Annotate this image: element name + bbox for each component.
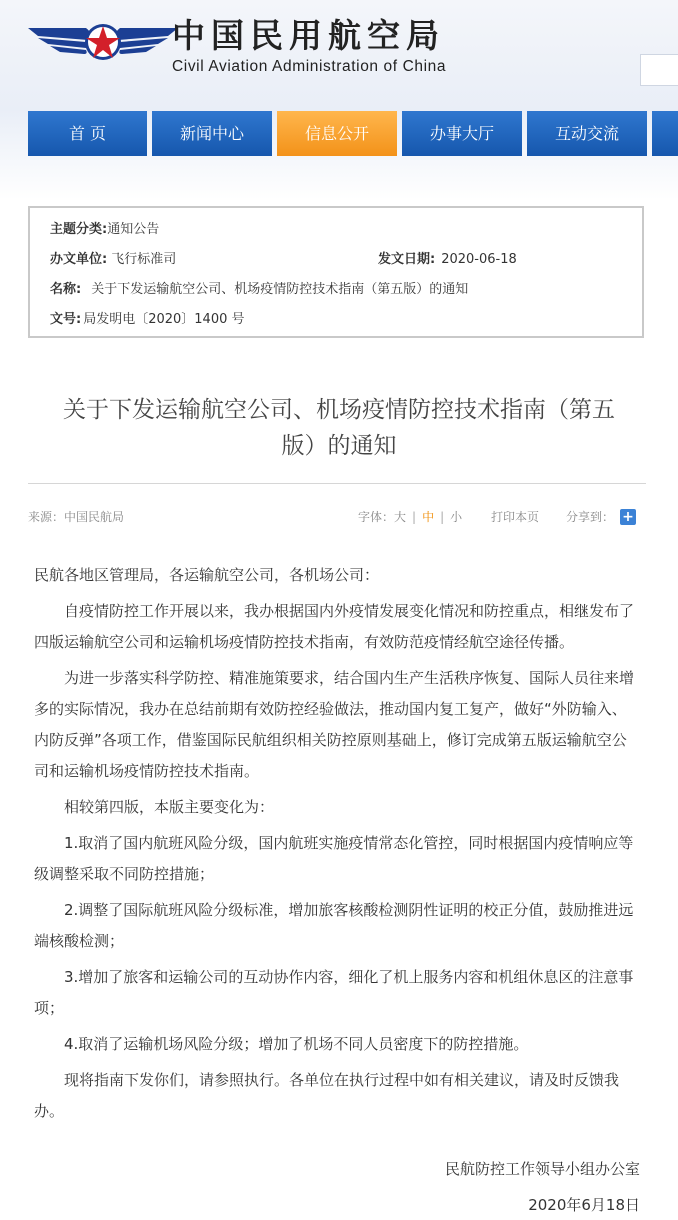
list-item: 1.取消了国内航班风险分级，国内航班实施疫情常态化管控，同时根据国内疫情响应等级调整采取不同防控措施； bbox=[34, 834, 634, 883]
nav-item-news[interactable]: 新闻中心 bbox=[152, 111, 272, 156]
meta-date-value: 2020-06-18 bbox=[441, 252, 517, 267]
meta-issuer-value: 飞行标准司 bbox=[111, 252, 177, 267]
wings-star-icon bbox=[28, 14, 178, 68]
plus-icon[interactable]: + bbox=[620, 509, 636, 525]
font-size-small[interactable]: 小 bbox=[450, 510, 463, 524]
meta-date bbox=[378, 251, 517, 269]
site-title-cn: 中国民用航空局 bbox=[172, 16, 445, 55]
salutation: 民航各地区管理局，各运输航空公司，各机场公司： bbox=[34, 566, 380, 584]
list-item: 2.调整了国际航班风险分级标准，增加旅客核酸检测阴性证明的校正分值，鼓励推进远端核酸检测； bbox=[34, 901, 634, 950]
meta-issuer-label: 办文单位: bbox=[50, 252, 108, 267]
meta-date-label: 发文日期: bbox=[378, 252, 436, 267]
list-item: 3.增加了旅客和运输公司的互动协作内容，细化了机上服务内容和机组休息区的注意事项； bbox=[34, 968, 634, 1017]
nav-item-home[interactable]: 首 页 bbox=[28, 111, 147, 156]
nav-item-services[interactable]: 办事大厅 bbox=[402, 111, 522, 156]
meta-category bbox=[50, 221, 159, 239]
meta-docno bbox=[50, 311, 245, 329]
caac-logo[interactable] bbox=[28, 14, 178, 68]
article-title-line1: 关于下发运输航空公司、机场疫情防控技术指南（第五 bbox=[63, 397, 615, 423]
meta-name-value: 关于下发运输航空公司、机场疫情防控技术指南（第五版）的通知 bbox=[91, 282, 469, 297]
nav-item-interaction[interactable]: 互动交流 bbox=[527, 111, 647, 156]
document-meta-box bbox=[28, 206, 644, 338]
font-size-label: 字体： bbox=[358, 510, 395, 524]
nav-item-info[interactable]: 信息公开 bbox=[277, 111, 397, 156]
article-title bbox=[34, 392, 644, 464]
meta-category-value: 通知公告 bbox=[107, 222, 160, 237]
meta-issuer bbox=[50, 251, 176, 269]
search-input[interactable] bbox=[640, 54, 678, 86]
font-size-large[interactable]: 大 bbox=[394, 510, 407, 524]
signature: 民航防控工作领导小组办公室 bbox=[444, 1160, 640, 1178]
meta-docno-label: 文号: bbox=[50, 312, 82, 327]
list-item: 4.取消了运输机场风险分级；增加了机场不同人员密度下的防控措施。 bbox=[64, 1035, 529, 1053]
paragraph: 自疫情防控工作开展以来，我办根据国内外疫情发展变化情况和防控重点，相继发布了四版运输航空公司和运输机场疫情防控技术指南，有效防范疫情经航空途径传播。 bbox=[34, 602, 635, 651]
paragraph: 为进一步落实科学防控、精准施策要求，结合国内生产生活秩序恢复、国际人员往来增多的实际情况，我办在总结前期有效防控经验做法，推动国内复工复产，做好“外防输入、内防反弹”各项工作，借鉴国际民航组织相关防控原则基础上，修订完成第五版运输航空公司和运输机场疫情防控技术指南。 bbox=[34, 669, 635, 780]
article-body bbox=[34, 560, 640, 1127]
nav-item-more[interactable] bbox=[652, 111, 678, 156]
paragraph: 现将指南下发你们，请参照执行。各单位在执行过程中如有相关建议，请及时反馈我办。 bbox=[34, 1071, 620, 1120]
print-link[interactable]: 打印本页 bbox=[491, 510, 540, 524]
title-divider bbox=[28, 483, 646, 484]
sign-date: 2020年6月18日 bbox=[528, 1196, 640, 1214]
share-label: 分享到： bbox=[566, 510, 615, 524]
meta-category-label: 主题分类: bbox=[50, 222, 108, 237]
article-title-line2: 版）的通知 bbox=[281, 433, 397, 459]
meta-docno-value: 局发明电〔2020〕1400 号 bbox=[83, 312, 245, 327]
font-size-controls: 字体：大 | 中 | 小 bbox=[358, 510, 463, 524]
article-source: 来源：中国民航局 bbox=[28, 510, 125, 524]
paragraph: 相较第四版，本版主要变化为： bbox=[64, 798, 275, 816]
meta-name-label: 名称: bbox=[50, 282, 82, 297]
site-title-en: Civil Aviation Administration of China bbox=[172, 58, 447, 75]
font-size-medium[interactable]: 中 bbox=[422, 510, 435, 524]
meta-name bbox=[50, 281, 468, 299]
